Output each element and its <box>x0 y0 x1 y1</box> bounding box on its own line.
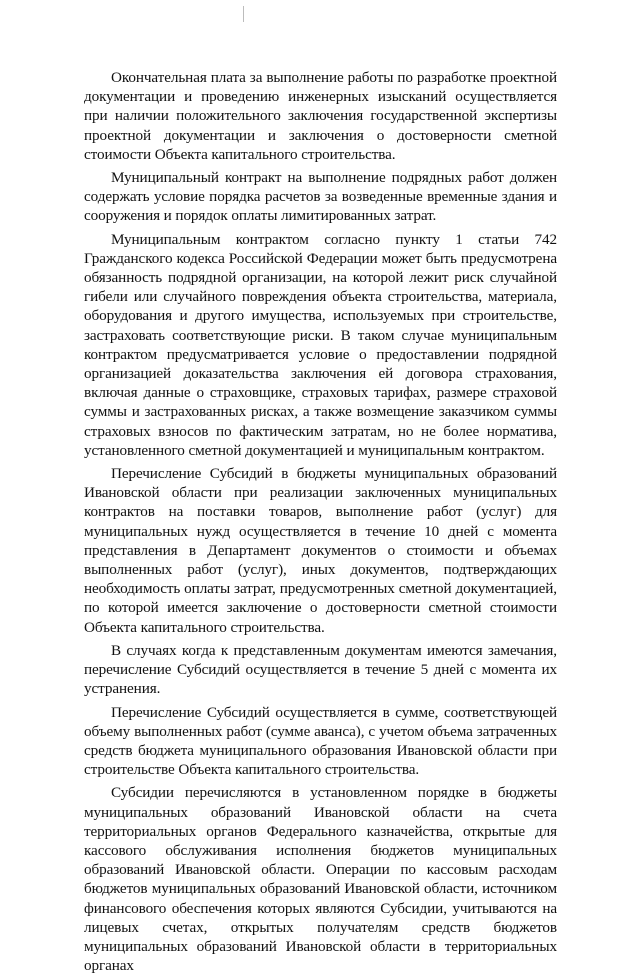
paragraph-subsidy-transfer: Перечисление Субсидий в бюджеты муниципальных образований Ивановской области при реализации заключенных муниципальных контрактов на поставки товаров, выполнение работ (услуг) для муниципальных нужд осуществляется в течение 10 дней с момента представления в Департамент документов о стоимости и объемах выполненных работ (услуг), иных документов, подтверждающих необходимость оплаты затрат, предусмотренных сметной документацией, по которой имеется заключение о достоверности сметной стоимости Объекта капитального строительства. <box>84 465 557 636</box>
paragraph-insurance-risks: Муниципальным контрактом согласно пункту 1 статьи 742 Гражданского кодекса Российской Федерации может быть предусмотрена обязанность подрядной организации, на которой лежит риск случайной гибели или случайного повреждения объекта строительства, материала, оборудования и другого имущества, используемых при строительстве, застраховать соответствующие риски. В таком случае муниципальным контрактом предусматривается условие о предоставлении подрядной организацией доказательства заключения ей договора страхования, включая данные о страховщике, страховых тарифах, размере страховой суммы и застрахованных рисках, а также возмещение заказчиком суммы страховых взносов по фактическим затратам, но не более норматива, установленного сметной документацией и муниципальным контрактом. <box>84 230 557 459</box>
paragraph-contract-conditions: Муниципальный контракт на выполнение подрядных работ должен содержать условие порядка расчетов за возведенные временные здания и сооружения и порядок оплаты лимитированных затрат. <box>84 169 557 225</box>
document-body <box>84 68 557 979</box>
paragraph-final-payment: Окончательная плата за выполнение работы по разработке проектной документации и проведению инженерных изысканий осуществляется при наличии положительного заключения государственной экспертизы проектной документации и заключения о достоверности сметной стоимости Объекта капитального строительства. <box>84 69 557 163</box>
paragraph-subsidy-accounts: Субсидии перечисляются в установленном порядке в бюджеты муниципальных образований Ивановской области на счета территориальных органов Федерального казначейства, открытые для кассового обслуживания исполнения бюджетов муниципальных образований Ивановской области. Операции по кассовым расходам бюджетов муниципальных образований Ивановской области, источником финансового обеспечения которых являются Субсидии, учитываются на лицевых счетах, открытых получателям средств бюджетов муниципальных образований Ивановской области в территориальных органах <box>84 784 557 975</box>
scan-artifact-mark <box>243 6 244 22</box>
paragraph-subsidy-amount: Перечисление Субсидий осуществляется в сумме, соответствующей объему выполненных работ (сумме аванса), с учетом объема затраченных средств бюджета муниципального образования Ивановской области при строительстве Объекта капитального строительства. <box>84 703 557 779</box>
paragraph-remarks-case: В случаях когда к представленным документам имеются замечания, перечисление Субсидий осуществляется в течение 5 дней с момента их устранения. <box>84 641 557 698</box>
